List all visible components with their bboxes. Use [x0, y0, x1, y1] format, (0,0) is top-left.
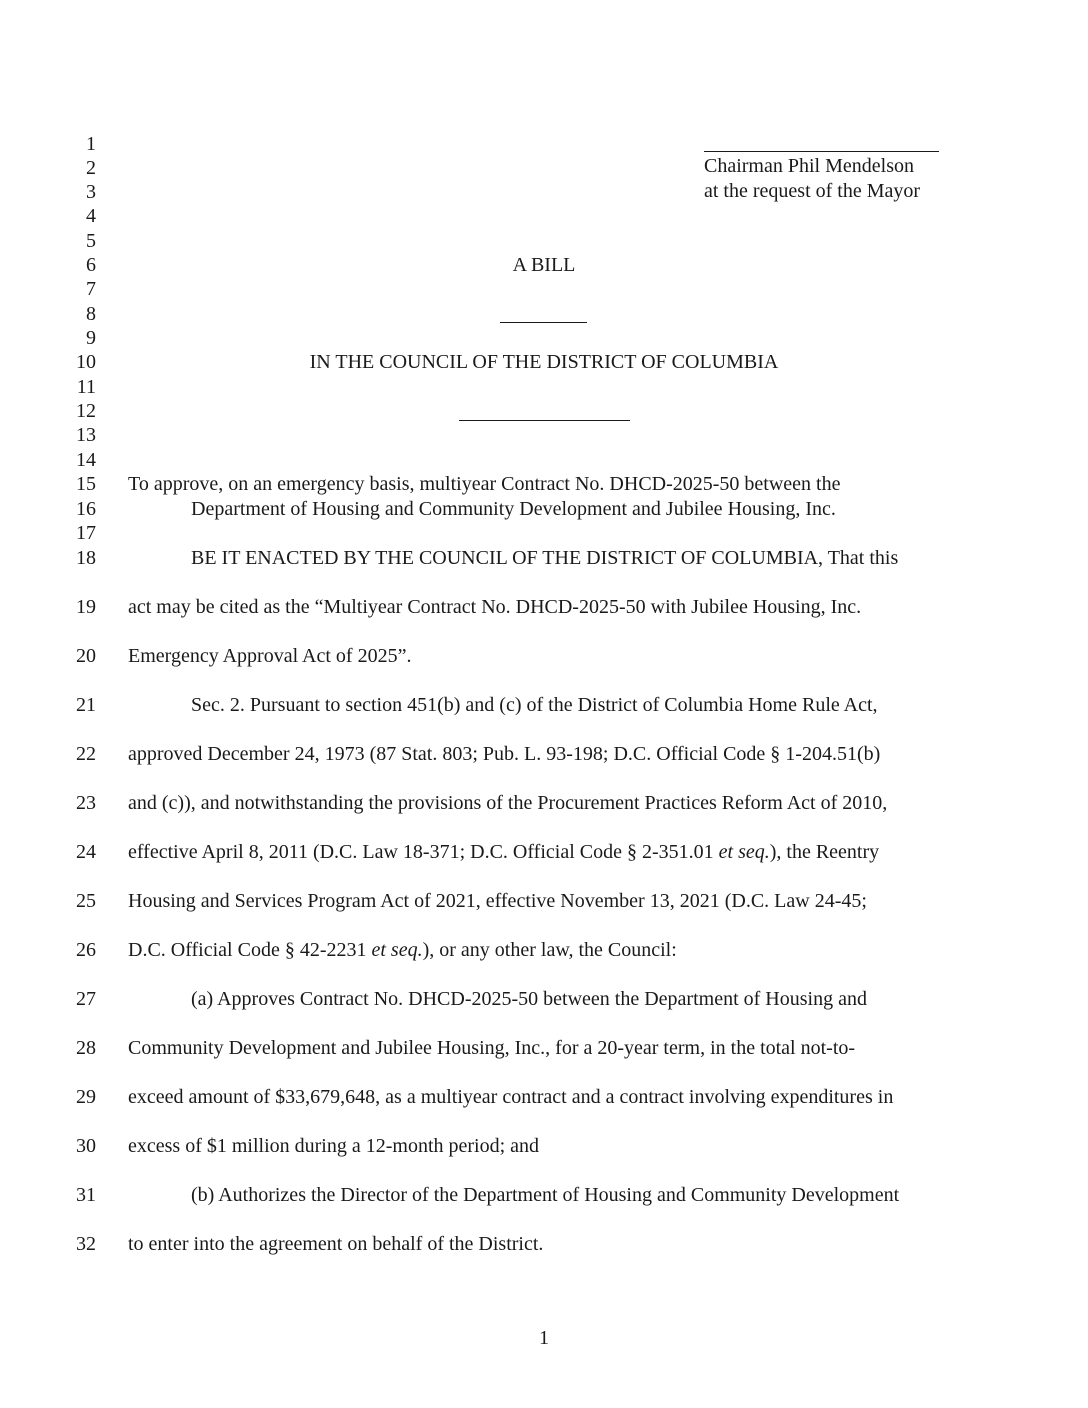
line-number: 7 — [86, 278, 96, 300]
introducer-name: Chairman Phil Mendelson — [704, 155, 914, 177]
line-number: 29 — [76, 1086, 96, 1108]
line-number: 10 — [76, 351, 96, 373]
italic-citation: et seq. — [371, 939, 423, 961]
body-text: D.C. Official Code § 42-2231 — [128, 939, 372, 961]
bill-number-line — [500, 322, 587, 323]
line-number: 23 — [76, 792, 96, 814]
section-2-heading: Sec. 2. Pursuant to section 451(b) and (c) of the District of Columbia Home Rule Act, — [191, 694, 878, 716]
body-line: exceed amount of $33,679,648, as a multiyear contract and a contract involving expenditures in — [128, 1086, 894, 1108]
line-number: 22 — [76, 743, 96, 765]
line-number: 13 — [76, 424, 96, 446]
long-title-line-1: To approve, on an emergency basis, multiyear Contract No. DHCD-2025-50 between the — [128, 473, 841, 495]
line-number: 12 — [76, 400, 96, 422]
line-number: 5 — [86, 230, 96, 252]
enacting-clause: BE IT ENACTED BY THE COUNCIL OF THE DISTRICT OF COLUMBIA, That this — [191, 547, 899, 569]
line-number: 26 — [76, 939, 96, 961]
subsection-a: (a) Approves Contract No. DHCD-2025-50 between the Department of Housing and — [191, 988, 867, 1010]
signature-line — [704, 151, 939, 152]
body-line — [128, 842, 879, 862]
body-line: and (c)), and notwithstanding the provisions of the Procurement Practices Reform Act of 2010, — [128, 792, 888, 814]
line-number: 4 — [86, 205, 96, 227]
date-line — [459, 420, 630, 421]
body-text: effective April 8, 2011 (D.C. Law 18-371; D.C. Official Code § 2-351.01 — [128, 841, 719, 863]
line-number: 9 — [86, 327, 96, 349]
line-number: 20 — [76, 645, 96, 667]
line-number: 6 — [86, 254, 96, 276]
bill-label: A BILL — [512, 254, 576, 276]
subsection-b: (b) Authorizes the Director of the Department of Housing and Community Development — [191, 1184, 900, 1206]
line-number: 31 — [76, 1184, 96, 1206]
introducer-request: at the request of the Mayor — [704, 180, 921, 202]
body-line — [128, 940, 677, 960]
council-heading: IN THE COUNCIL OF THE DISTRICT OF COLUMBIA — [309, 351, 779, 373]
line-number: 32 — [76, 1233, 96, 1255]
body-line: approved December 24, 1973 (87 Stat. 803; Pub. L. 93-198; D.C. Official Code § 1-204.51(b) — [128, 743, 881, 765]
line-number: 16 — [76, 498, 96, 520]
body-line: to enter into the agreement on behalf of the District. — [128, 1233, 544, 1255]
line-number: 18 — [76, 547, 96, 569]
body-text: ), the Reentry — [769, 841, 880, 863]
italic-citation: et seq. — [718, 841, 770, 863]
line-number: 24 — [76, 841, 96, 863]
line-number: 3 — [86, 181, 96, 203]
line-number: 27 — [76, 988, 96, 1010]
body-text: ), or any other law, the Council: — [422, 939, 677, 961]
line-number: 15 — [76, 473, 96, 495]
line-number: 8 — [86, 303, 96, 325]
line-number: 17 — [76, 522, 96, 544]
page-number: 1 — [539, 1327, 549, 1349]
body-line: Housing and Services Program Act of 2021, effective November 13, 2021 (D.C. Law 24-45; — [128, 890, 867, 912]
line-number: 28 — [76, 1037, 96, 1059]
long-title-line-2: Department of Housing and Community Development and Jubilee Housing, Inc. — [191, 498, 836, 520]
line-number: 25 — [76, 890, 96, 912]
line-number: 11 — [76, 376, 96, 398]
body-line: excess of $1 million during a 12-month period; and — [128, 1135, 540, 1157]
body-line: act may be cited as the “Multiyear Contract No. DHCD-2025-50 with Jubilee Housing, Inc. — [128, 596, 862, 618]
line-number: 19 — [76, 596, 96, 618]
line-number: 1 — [86, 133, 96, 155]
line-number: 30 — [76, 1135, 96, 1157]
line-number: 14 — [76, 449, 96, 471]
line-number: 21 — [76, 694, 96, 716]
body-line: Emergency Approval Act of 2025”. — [128, 645, 412, 667]
line-number: 2 — [86, 157, 96, 179]
body-line: Community Development and Jubilee Housing, Inc., for a 20-year term, in the total not-to- — [128, 1037, 856, 1059]
